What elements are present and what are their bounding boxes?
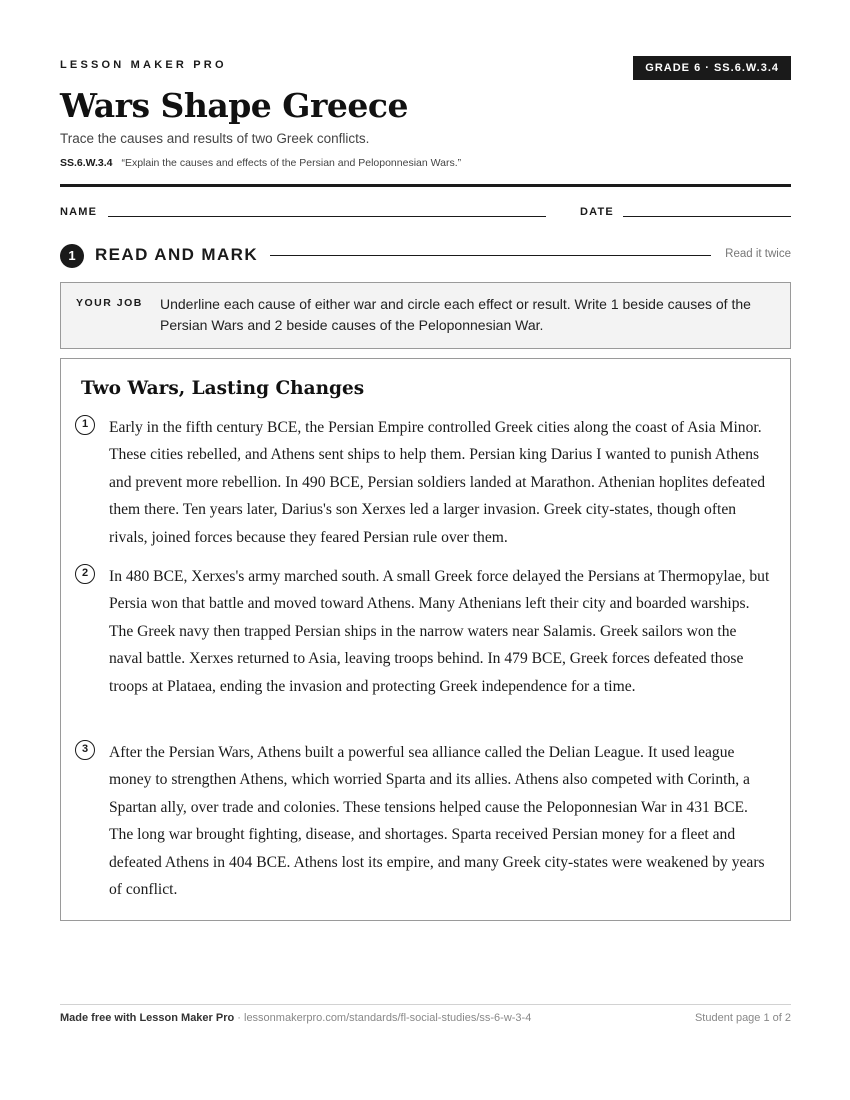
grade-badge: GRADE 6 · SS.6.W.3.4 xyxy=(633,56,791,80)
brand-name: LESSON MAKER PRO xyxy=(60,59,227,71)
footer-credit xyxy=(60,1012,531,1024)
standard-line xyxy=(60,157,461,169)
date-label: DATE xyxy=(580,206,614,218)
paragraph-text: In 480 BCE, Xerxes's army marched south. A small Greek force delayed the Persians at Thermopylae, but Persia won that battle and moved toward Athens. Many Athenians left their city and boarded warships. The Greek navy then trapped Persian ships in the narrow waters near Salamis. Greek sailors won the naval battle. Xerxes returned to Asia, leaving troops behind. In 479 BCE, Greek forces defeated those troops at Plataea, ending the invasion and protecting Greek independence for a time. xyxy=(109,568,770,695)
section-title: READ AND MARK xyxy=(95,245,259,264)
step-number-badge: 1 xyxy=(60,244,84,268)
instructions-text: Underline each cause of either war and circle each effect or result. Write 1 beside causes of the Persian Wars and 2 beside causes of the Peloponnesian War. xyxy=(160,296,751,333)
paragraph-text: After the Persian Wars, Athens built a powerful sea alliance called the Delian League. It used league money to strengthen Athens, which worried Sparta and its allies. Athens also competed with Corinth, a Spartan ally, over trade and colonies. These tensions helped cause the Peloponnesian War in 431 BCE. The long war brought fighting, disease, and shortages. Sparta received Persian money for a fleet and defeated Athens in 404 BCE. Athens lost its empire, and many Greek city-states were weakened by years of conflict. xyxy=(109,744,765,899)
name-field[interactable] xyxy=(108,216,546,217)
footer-page-number: Student page 1 of 2 xyxy=(694,1012,791,1024)
paragraph-number: 3 xyxy=(75,740,95,760)
section-divider xyxy=(270,255,711,256)
reading-passage-box xyxy=(60,358,791,921)
footer-divider xyxy=(60,1004,791,1005)
date-field[interactable] xyxy=(623,216,791,217)
page-title: Wars Shape Greece xyxy=(60,86,408,125)
paragraph-number: 2 xyxy=(75,564,95,584)
instructions-box xyxy=(60,282,791,349)
reading-title: Two Wars, Lasting Changes xyxy=(81,378,365,399)
footer-made-with: Made free with Lesson Maker Pro xyxy=(60,1012,235,1024)
footer-separator: · xyxy=(234,1012,244,1024)
standard-code: SS.6.W.3.4 xyxy=(60,157,113,169)
header-divider xyxy=(60,184,791,187)
name-date-row xyxy=(60,204,791,224)
page-subtitle: Trace the causes and results of two Greek conflicts. xyxy=(60,131,370,146)
section-header xyxy=(60,243,791,269)
instructions-label: YOUR JOB xyxy=(76,297,143,309)
standard-text: “Explain the causes and effects of the Persian and Peloponnesian Wars.” xyxy=(121,157,462,169)
paragraph-number: 1 xyxy=(75,415,95,435)
footer-url[interactable]: lessonmakerpro.com/standards/fl-social-studies/ss-6-w-3-4 xyxy=(244,1012,532,1024)
name-label: NAME xyxy=(60,206,98,218)
section-note: Read it twice xyxy=(725,248,791,260)
paragraph-text: Early in the fifth century BCE, the Persian Empire controlled Greek cities along the coast of Asia Minor. These cities rebelled, and Athens sent ships to help them. Persian king Darius I wanted to punish Athens and prevent more rebellion. In 490 BCE, Persian soldiers landed at Marathon. Athenian hoplites defeated them there. Ten years later, Darius's son Xerxes led a larger invasion. Greek city-states, though often rivals, joined forces because they feared Persian rule over them. xyxy=(109,419,766,546)
worksheet-page xyxy=(60,0,791,1100)
brand-row xyxy=(60,56,791,80)
